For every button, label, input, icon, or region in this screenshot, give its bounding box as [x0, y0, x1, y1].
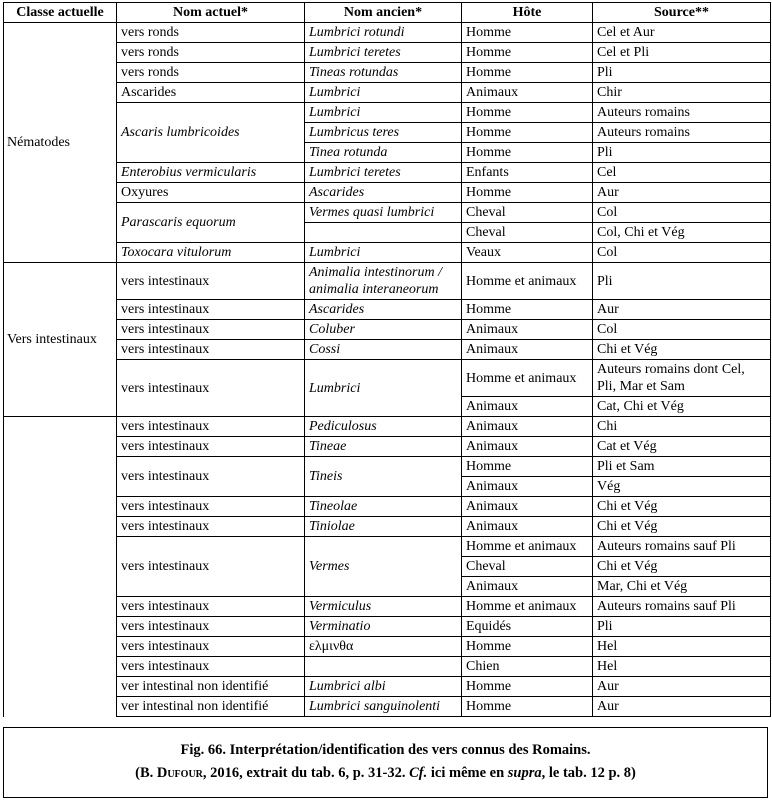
hote-cell: Homme [462, 457, 593, 477]
nom-ancien-cell: Coluber [305, 320, 462, 340]
header-source: Source** [593, 3, 771, 23]
hote-cell: Cheval [462, 203, 593, 223]
source-cell: Pli [593, 143, 771, 163]
table-row [4, 163, 771, 183]
nom-ancien-cell: Tineae [305, 437, 462, 457]
hote-cell: Animaux [462, 497, 593, 517]
class-continuation-cell [4, 417, 117, 717]
worm-identification-table [3, 2, 771, 717]
source-cell: Auteurs romains sauf Pli [593, 537, 771, 557]
hote-cell: Homme [462, 183, 593, 203]
nom-ancien-cell: Vermes [305, 537, 462, 597]
nom-actuel-cell: vers intestinaux [117, 597, 305, 617]
table-row [4, 497, 771, 517]
table-row [4, 243, 771, 263]
caption-credit-part: ici même en [427, 765, 508, 781]
caption-title: Fig. 66. Interprétation/identification des vers connus des Romains. [180, 742, 591, 758]
source-cell: Chi et Vég [593, 557, 771, 577]
nom-ancien-cell: Lumbrici [305, 103, 462, 123]
source-cell: Aur [593, 183, 771, 203]
table-row [4, 340, 771, 360]
table-row [4, 657, 771, 677]
table-row [4, 537, 771, 557]
source-cell: Auteurs romains [593, 123, 771, 143]
nom-ancien-cell: Tinea rotunda [305, 143, 462, 163]
hote-cell: Equidés [462, 617, 593, 637]
nom-actuel-cell: vers ronds [117, 23, 305, 43]
source-cell: Pli [593, 263, 771, 300]
nom-actuel-cell: vers intestinaux [117, 340, 305, 360]
nom-actuel-cell: ver intestinal non identifié [117, 677, 305, 697]
table-row [4, 517, 771, 537]
source-cell: Mar, Chi et Vég [593, 577, 771, 597]
hote-cell: Cheval [462, 557, 593, 577]
table-row [4, 63, 771, 83]
nom-actuel-cell: vers intestinaux [117, 320, 305, 340]
hote-cell: Homme et animaux [462, 263, 593, 300]
table-row [4, 300, 771, 320]
hote-cell: Homme [462, 63, 593, 83]
caption-credit-part: , le tab. 12 p. 8) [541, 765, 636, 781]
nom-actuel-cell: Toxocara vitulorum [117, 243, 305, 263]
nom-ancien-cell: Ascarides [305, 183, 462, 203]
nom-ancien-cell [305, 657, 462, 677]
source-cell: Pli et Sam [593, 457, 771, 477]
hote-cell: Homme [462, 677, 593, 697]
nom-ancien-cell: Ascarides [305, 300, 462, 320]
nom-ancien-cell: Lumbrici [305, 243, 462, 263]
nom-ancien-cell: Pediculosus [305, 417, 462, 437]
nom-ancien-cell [305, 223, 462, 243]
nom-ancien-cell: Lumbrici teretes [305, 43, 462, 63]
header-classe: Classe actuelle [4, 3, 117, 23]
source-cell: Auteurs romains dont Cel, Pli, Mar et Sam [593, 360, 771, 397]
source-cell: Chi et Vég [593, 340, 771, 360]
hote-cell: Animaux [462, 340, 593, 360]
nom-actuel-cell: vers intestinaux [117, 300, 305, 320]
source-cell: Aur [593, 697, 771, 717]
source-cell: Chir [593, 83, 771, 103]
hote-cell: Homme [462, 23, 593, 43]
nom-ancien-cell: Lumbricus teres [305, 123, 462, 143]
hote-cell: Homme [462, 43, 593, 63]
source-cell: Vég [593, 477, 771, 497]
header-nom-actuel: Nom actuel* [117, 3, 305, 23]
nom-ancien-cell: Verminatio [305, 617, 462, 637]
source-cell: Cat et Vég [593, 437, 771, 457]
hote-cell: Homme [462, 637, 593, 657]
hote-cell: Animaux [462, 437, 593, 457]
nom-ancien-cell: Tiniolae [305, 517, 462, 537]
nom-actuel-cell: vers ronds [117, 63, 305, 83]
caption-cf: Cf. [409, 765, 428, 781]
nom-ancien-cell: Vermiculus [305, 597, 462, 617]
source-cell: Col, Chi et Vég [593, 223, 771, 243]
source-cell: Aur [593, 677, 771, 697]
caption-credit-part: , 2016, extrait du tab. 6, p. 31-32. [202, 765, 410, 781]
table-row [4, 617, 771, 637]
table-row [4, 183, 771, 203]
hote-cell: Homme [462, 103, 593, 123]
table-row [4, 637, 771, 657]
table-row [4, 23, 771, 43]
source-cell: Cel [593, 163, 771, 183]
hote-cell: Homme et animaux [462, 360, 593, 397]
hote-cell: Veaux [462, 243, 593, 263]
nom-ancien-cell: Cossi [305, 340, 462, 360]
source-cell: Col [593, 203, 771, 223]
hote-cell: Animaux [462, 397, 593, 417]
nom-ancien-cell: Lumbrici sanguinolenti [305, 697, 462, 717]
nom-ancien-cell: Lumbrici [305, 83, 462, 103]
header-nom-ancien: Nom ancien* [305, 3, 462, 23]
nom-actuel-cell: vers intestinaux [117, 417, 305, 437]
nom-ancien-cell: Tineis [305, 457, 462, 497]
source-cell: Chi et Vég [593, 497, 771, 517]
hote-cell: Animaux [462, 577, 593, 597]
table-row [4, 697, 771, 717]
nom-ancien-cell: Tineas rotundas [305, 63, 462, 83]
hote-cell: Animaux [462, 83, 593, 103]
hote-cell: Homme [462, 143, 593, 163]
nom-actuel-cell: Ascarides [117, 83, 305, 103]
source-cell: Pli [593, 617, 771, 637]
nom-actuel-cell: vers intestinaux [117, 497, 305, 517]
nom-actuel-cell: vers intestinaux [117, 437, 305, 457]
hote-cell: Homme [462, 697, 593, 717]
nom-ancien-cell: Vermes quasi lumbrici [305, 203, 462, 223]
nom-actuel-cell: vers ronds [117, 43, 305, 63]
nom-actuel-cell: Parascaris equorum [117, 203, 305, 243]
class-vers-intestinaux: Vers intestinaux [4, 263, 117, 417]
source-cell: Aur [593, 300, 771, 320]
source-cell: Auteurs romains sauf Pli [593, 597, 771, 617]
nom-ancien-cell: Lumbrici [305, 360, 462, 417]
table-row [4, 437, 771, 457]
nom-actuel-cell: vers intestinaux [117, 637, 305, 657]
nom-actuel-cell: vers intestinaux [117, 617, 305, 637]
hote-cell: Homme [462, 123, 593, 143]
nom-actuel-cell: vers intestinaux [117, 537, 305, 597]
nom-actuel-cell: vers intestinaux [117, 360, 305, 417]
hote-cell: Homme [462, 300, 593, 320]
table-row [4, 677, 771, 697]
hote-cell: Animaux [462, 477, 593, 497]
source-cell: Auteurs romains [593, 103, 771, 123]
class-nematodes: Nématodes [4, 23, 117, 263]
nom-actuel-cell: ver intestinal non identifié [117, 697, 305, 717]
nom-actuel-cell: vers intestinaux [117, 263, 305, 300]
source-cell: Hel [593, 657, 771, 677]
nom-actuel-cell: Ascaris lumbricoides [117, 103, 305, 163]
nom-actuel-cell: vers intestinaux [117, 457, 305, 497]
nom-ancien-cell: Tineolae [305, 497, 462, 517]
nom-actuel-cell: Oxyures [117, 183, 305, 203]
table-row [4, 320, 771, 340]
header-row [4, 3, 771, 23]
hote-cell: Animaux [462, 320, 593, 340]
caption-supra: supra [507, 765, 542, 781]
hote-cell: Enfants [462, 163, 593, 183]
hote-cell: Cheval [462, 223, 593, 243]
table-row [4, 103, 771, 123]
table-row [4, 360, 771, 397]
source-cell: Cel et Pli [593, 43, 771, 63]
nom-ancien-cell: Animalia intestinorum / animalia interaneorum [305, 263, 462, 300]
source-cell: Pli [593, 63, 771, 83]
hote-cell: Animaux [462, 517, 593, 537]
source-cell: Cel et Aur [593, 23, 771, 43]
nom-ancien-cell: ελμινθα [305, 637, 462, 657]
hote-cell: Homme et animaux [462, 537, 593, 557]
figure-caption [3, 727, 768, 798]
table-row [4, 417, 771, 437]
nom-actuel-cell: Enterobius vermicularis [117, 163, 305, 183]
table-row [4, 43, 771, 63]
caption-credit-part: (B. [135, 765, 157, 781]
source-cell: Hel [593, 637, 771, 657]
header-hote: Hôte [462, 3, 593, 23]
hote-cell: Animaux [462, 417, 593, 437]
table-row [4, 263, 771, 300]
source-cell: Chi et Vég [593, 517, 771, 537]
nom-actuel-cell: vers intestinaux [117, 657, 305, 677]
nom-actuel-cell: vers intestinaux [117, 517, 305, 537]
table-row [4, 203, 771, 223]
caption-author: Dufour [156, 765, 203, 781]
nom-ancien-cell: Lumbrici albi [305, 677, 462, 697]
table-row [4, 597, 771, 617]
source-cell: Col [593, 320, 771, 340]
caption-credit [4, 761, 767, 785]
hote-cell: Homme et animaux [462, 597, 593, 617]
nom-ancien-cell: Lumbrici rotundi [305, 23, 462, 43]
source-cell: Chi [593, 417, 771, 437]
table-row [4, 83, 771, 103]
source-cell: Cat, Chi et Vég [593, 397, 771, 417]
table-row [4, 457, 771, 477]
hote-cell: Chien [462, 657, 593, 677]
nom-ancien-cell: Lumbrici teretes [305, 163, 462, 183]
source-cell: Col [593, 243, 771, 263]
